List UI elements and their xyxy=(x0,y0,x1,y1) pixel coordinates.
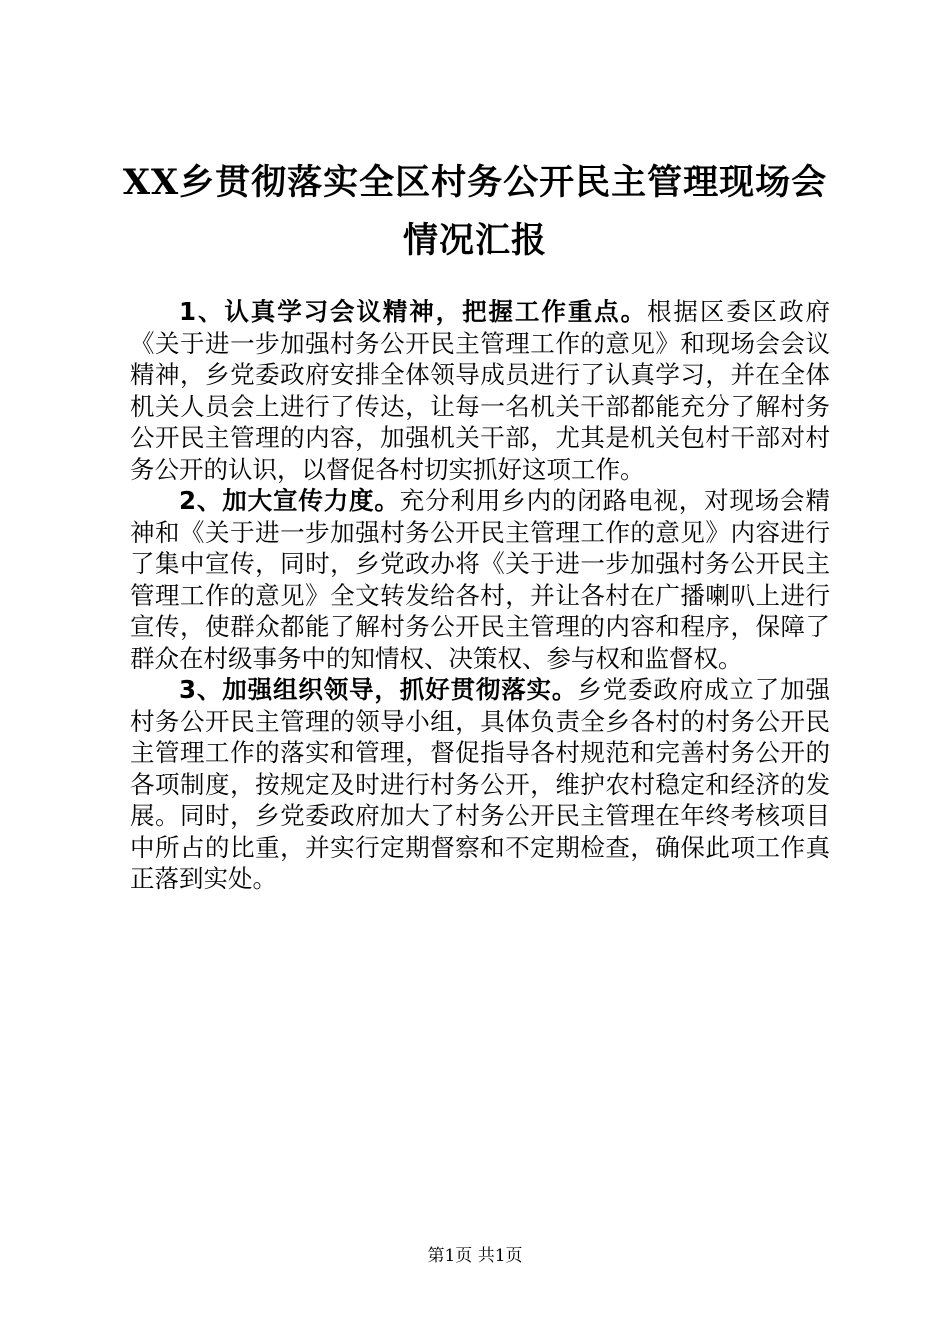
paragraph-1 xyxy=(130,296,830,485)
paragraph-2-lead: 2、加大宣传力度。 xyxy=(179,486,400,515)
paragraph-3 xyxy=(130,674,830,895)
paragraph-1-lead: 1、认真学习会议精神，把握工作重点。 xyxy=(179,297,648,326)
paragraph-2 xyxy=(130,485,830,674)
paragraph-1-text: 根据区委区政府《关于进一步加强村务公开民主管理工作的意见》和现场会会议精神，乡党委政府安排全体领导成员进行了认真学习，并在全体机关人员会上进行了传达，让每一名机关干部都能充分了解村务公开民主管理的内容，加强机关干部，尤其是机关包村干部对村务公开的认识，以督促各村切实抓好这项工作。 xyxy=(130,297,831,484)
paragraph-3-text: 乡党委政府成立了加强村务公开民主管理的领导小组，具体负责全乡各村的村务公开民主管理工作的落实和管理，督促指导各村规范和完善村务公开的各项制度，按规定及时进行村务公开，维护农村稳定和经济的发展。同时，乡党委政府加大了村务公开民主管理在年终考核项目中所占的比重，并实行定期督察和不定期检查，确保此项工作真正落到实处。 xyxy=(130,675,831,893)
document-title-line2: 情况汇报 xyxy=(402,220,547,261)
paragraph-2-text: 充分利用乡内的闭路电视，对现场会精神和《关于进一步加强村务公开民主管理工作的意见》内容进行了集中宣传，同时，乡党政办将《关于进一步加强村务公开民主管理工作的意见》全文转发给各村，并让各村在广播喇叭上进行宣传，使群众都能了解村务公开民主管理的内容和程序，保障了群众在村级事务中的知情权、决策权、参与权和监督权。 xyxy=(130,486,831,673)
paragraph-3-lead: 3、加强组织领导，抓好贯彻落实。 xyxy=(179,675,578,704)
document-body xyxy=(130,296,830,895)
page-footer: 第1页 共1页 xyxy=(427,1246,523,1266)
document-title-line1: XX乡贯彻落实全区村务公开民主管理现场会 xyxy=(122,162,828,203)
